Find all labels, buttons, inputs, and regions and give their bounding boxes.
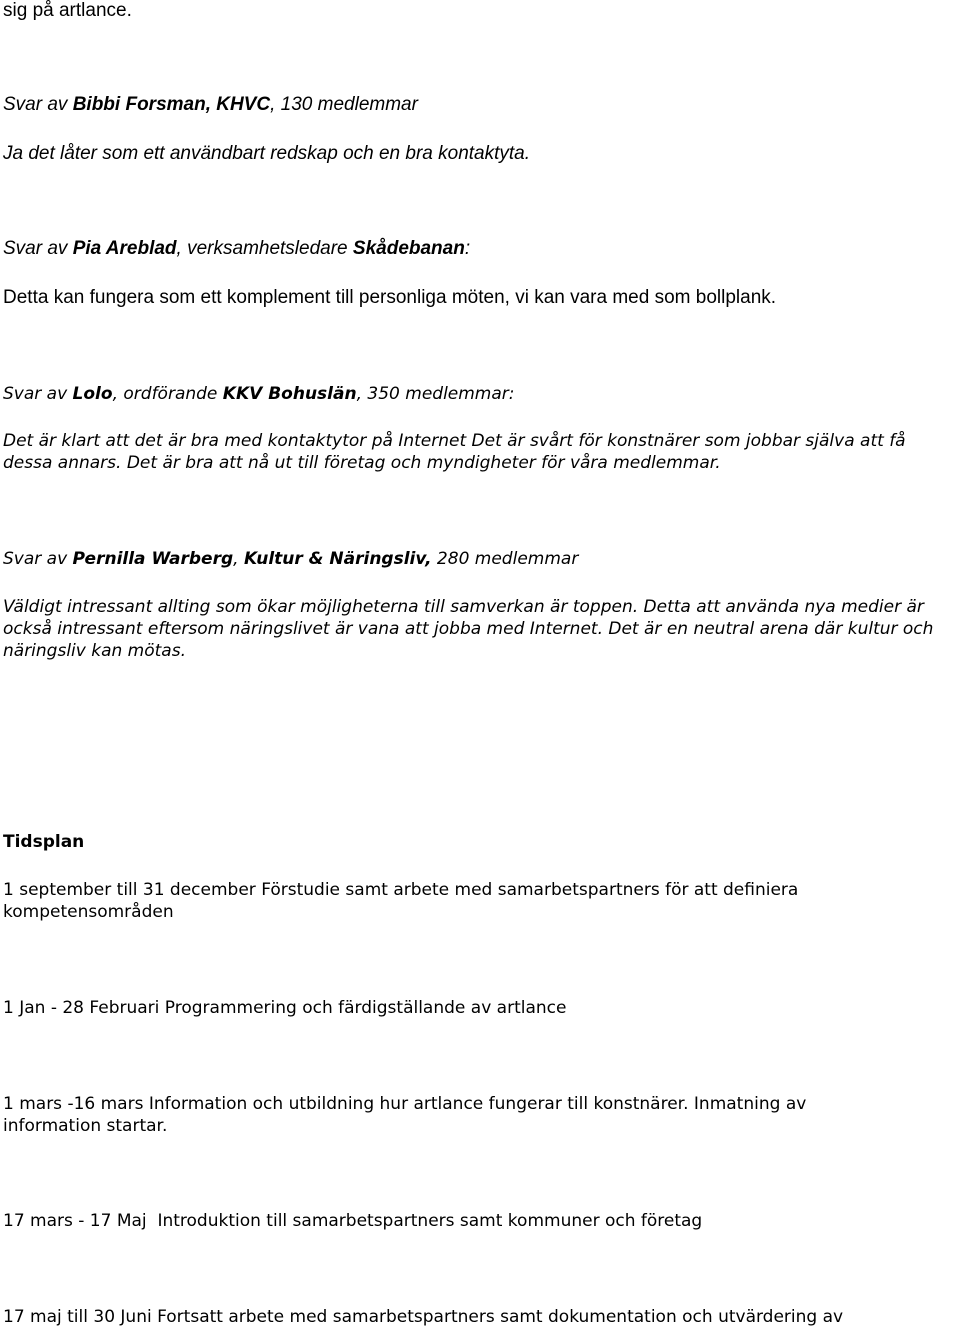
timeline-item: 17 mars - 17 Maj Introduktion till samarbetspartners samt kommuner och företag — [3, 1211, 703, 1231]
timeline-item: 1 september till 31 december Förstudie samt arbete med samarbetspartners för att definiera kompetensområden — [3, 880, 799, 922]
respondent-name: Pia Areblad — [72, 238, 177, 259]
respondent-role: , ordförande — [112, 384, 223, 404]
respondent-name: Lolo — [72, 384, 113, 404]
timeline-item: 1 mars -16 mars Information och utbildning hur artlance fungerar till konstnärer. Inmatning av information startar. — [3, 1094, 807, 1136]
response-prefix: Svar av — [3, 384, 73, 404]
respondent-role: , 130 medlemmar — [270, 94, 418, 115]
timeline-item: 1 Jan - 28 Februari Programmering och färdigställande av artlance — [3, 998, 567, 1018]
response-header-bibbi — [3, 94, 960, 116]
response-answer-lolo: Det är klart att det är bra med kontaktytor på Internet Det är svårt för konstnärer som jobbar själva att få dessa annars. Det är bra att nå ut till företag och myndigheter för våra medlemmar. — [3, 431, 906, 473]
respondent-org: Kultur & Näringsliv, — [243, 549, 432, 569]
respondent-name: Bibbi Forsman, KHVC — [72, 94, 271, 115]
response-suffix: 280 medlemmar — [431, 549, 579, 569]
response-suffix: : — [464, 238, 471, 259]
respondent-name: Pernilla Warberg — [72, 549, 234, 569]
response-answer-bibbi: Ja det låter som ett användbart redskap och en bra kontaktyta. — [3, 143, 531, 164]
response-header-pia — [3, 238, 960, 260]
response-prefix: Svar av — [3, 94, 73, 115]
response-answer-pernilla: Väldigt intressant allting som ökar möjligheterna till samverkan är toppen. Detta att använda nya medier är också intressant eftersom näringslivet är vana att jobba med Internet. Det är en neutral arena där kultur och näringsliv kan mötas. — [3, 597, 934, 661]
respondent-org: KKV Bohuslän — [222, 384, 357, 404]
respondent-role: , verksamhetsledare — [176, 238, 353, 259]
response-header-lolo — [3, 383, 960, 405]
response-answer-pia: Detta kan fungera som ett komplement till personliga möten, vi kan vara med som bollplank. — [3, 287, 777, 308]
respondent-org: Skådebanan — [352, 238, 465, 259]
respondent-role: , — [233, 549, 244, 569]
response-prefix: Svar av — [3, 238, 73, 259]
response-prefix: Svar av — [3, 549, 73, 569]
intro-text: sig på artlance. — [3, 0, 132, 21]
timeline-item: 17 maj till 30 Juni Fortsatt arbete med samarbetspartners samt dokumentation och utvärdering av — [3, 1307, 844, 1327]
response-header-pernilla — [3, 548, 960, 570]
timeline-heading: Tidsplan — [3, 832, 85, 852]
response-suffix: , 350 medlemmar: — [356, 384, 515, 404]
